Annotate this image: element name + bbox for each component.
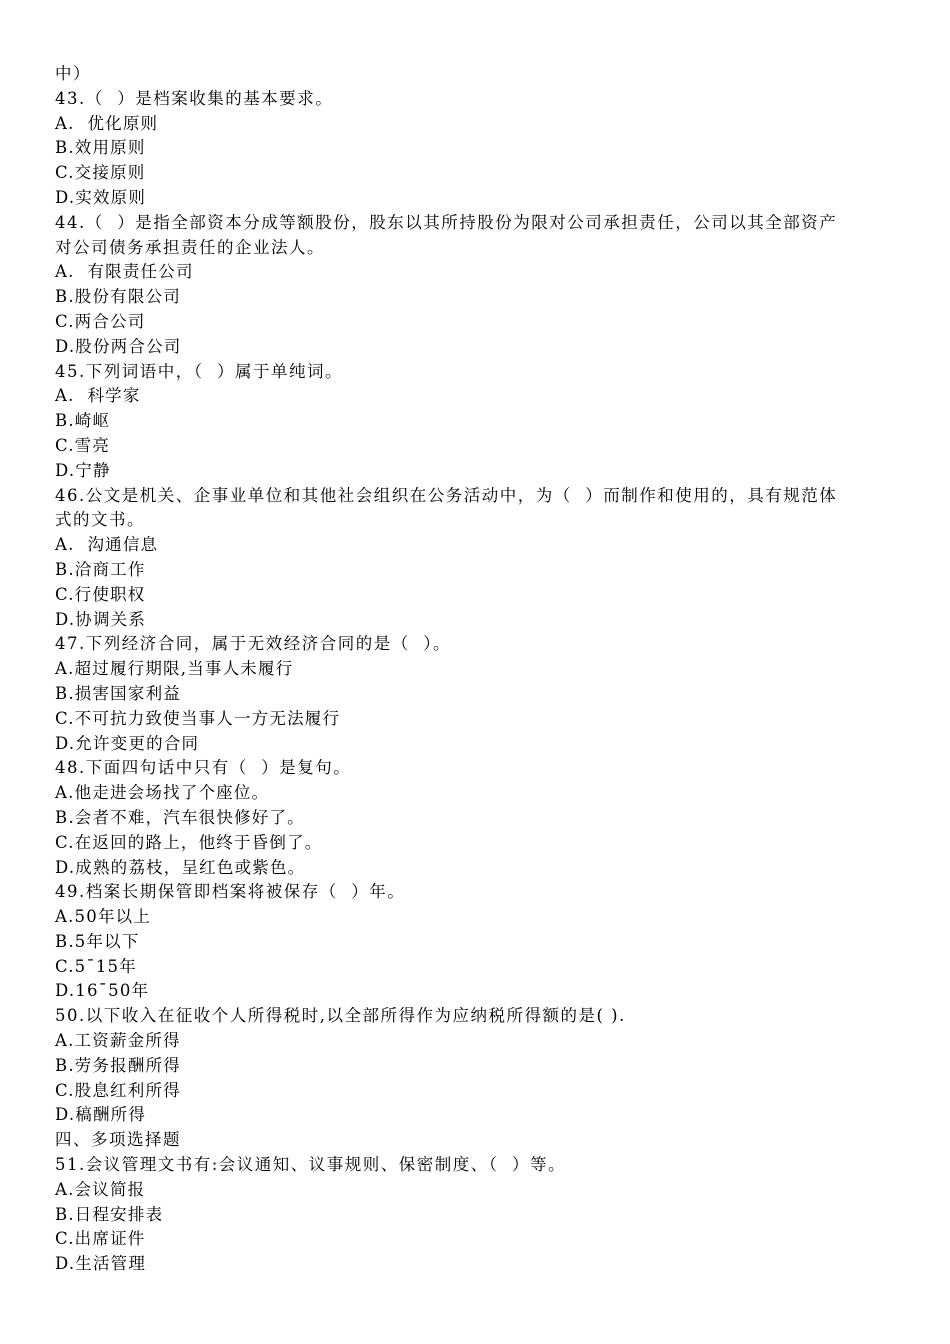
answer-option: D.宁静 xyxy=(55,460,111,480)
answer-option: D.允许变更的合同 xyxy=(55,733,200,753)
answer-option: C.在返回的路上，他终于昏倒了。 xyxy=(55,832,323,852)
answer-option: A. 沟通信息 xyxy=(55,535,159,555)
answer-option: D.实效原则 xyxy=(55,187,147,207)
answer-option: A.工资薪金所得 xyxy=(55,1031,181,1051)
answer-option: B.效用原则 xyxy=(55,138,146,158)
answer-option: D.稿酬所得 xyxy=(55,1105,147,1125)
question-text: 43.（ ）是档案收集的基本要求。 xyxy=(55,88,334,108)
answer-option: A. 科学家 xyxy=(55,386,141,406)
answer-option: C.交接原则 xyxy=(55,163,146,183)
answer-option: B.5年以下 xyxy=(55,931,140,951)
answer-option: B.损害国家利益 xyxy=(55,683,181,703)
question-text: 48.下面四句话中只有（ ）是复句。 xyxy=(55,758,352,778)
question-text: 45.下列词语中，（ ）属于单纯词。 xyxy=(55,361,343,381)
question-text: 对公司债务承担责任的企业法人。 xyxy=(55,237,325,257)
question-text: 44.（ ）是指全部资本分成等额股份，股东以其所持股份为限对公司承担责任，公司以其全部资产 xyxy=(55,212,838,232)
answer-option: C.股息红利所得 xyxy=(55,1080,181,1100)
answer-option: B.崎岖 xyxy=(55,411,111,431)
answer-option: A.他走进会场找了个座位。 xyxy=(55,783,270,803)
answer-option: D.协调关系 xyxy=(55,609,147,629)
text-line: 中） xyxy=(55,64,91,83)
answer-option: A.超过履行期限,当事人未履行 xyxy=(55,659,294,679)
answer-option: C.不可抗力致使当事人一方无法履行 xyxy=(55,708,341,728)
answer-option: C.出席证件 xyxy=(55,1229,146,1249)
question-text: 46.公文是机关、企事业单位和其他社会组织在公务活动中，为（ ）而制作和使用的，具有规范体 xyxy=(55,485,838,505)
answer-option: B.洽商工作 xyxy=(55,559,146,579)
document-body xyxy=(55,62,900,1277)
answer-option: D.股份两合公司 xyxy=(55,336,182,356)
answer-option: D.生活管理 xyxy=(55,1254,147,1274)
question-text: 式的文书。 xyxy=(55,510,145,530)
answer-option: B.劳务报酬所得 xyxy=(55,1055,181,1075)
answer-option: C.5¯15年 xyxy=(55,956,137,976)
answer-option: A.50年以上 xyxy=(55,907,152,927)
section-heading: 四、多项选择题 xyxy=(55,1130,181,1150)
answer-option: B.日程安排表 xyxy=(55,1204,164,1224)
answer-option: C.行使职权 xyxy=(55,584,146,604)
answer-option: D.16¯50年 xyxy=(55,981,150,1001)
answer-option: B.股份有限公司 xyxy=(55,287,181,307)
question-text: 49.档案长期保管即档案将被保存（ ）年。 xyxy=(55,882,406,902)
answer-option: A.会议简报 xyxy=(55,1179,146,1199)
question-text: 51.会议管理文书有:会议通知、议事规则、保密制度、（ ）等。 xyxy=(55,1155,567,1175)
answer-option: C.两合公司 xyxy=(55,311,146,331)
question-text: 50.以下收入在征收个人所得税时,以全部所得作为应纳税所得额的是( ). xyxy=(55,1006,626,1026)
answer-option: D.成熟的荔枝，呈红色或紫色。 xyxy=(55,857,306,877)
answer-option: A. 有限责任公司 xyxy=(55,262,194,282)
answer-option: B.会者不难，汽车很快修好了。 xyxy=(55,807,305,827)
answer-option: A. 优化原则 xyxy=(55,113,159,133)
question-text: 47.下列经济合同，属于无效经济合同的是（ ）。 xyxy=(55,634,451,654)
answer-option: C.雪亮 xyxy=(55,435,111,455)
